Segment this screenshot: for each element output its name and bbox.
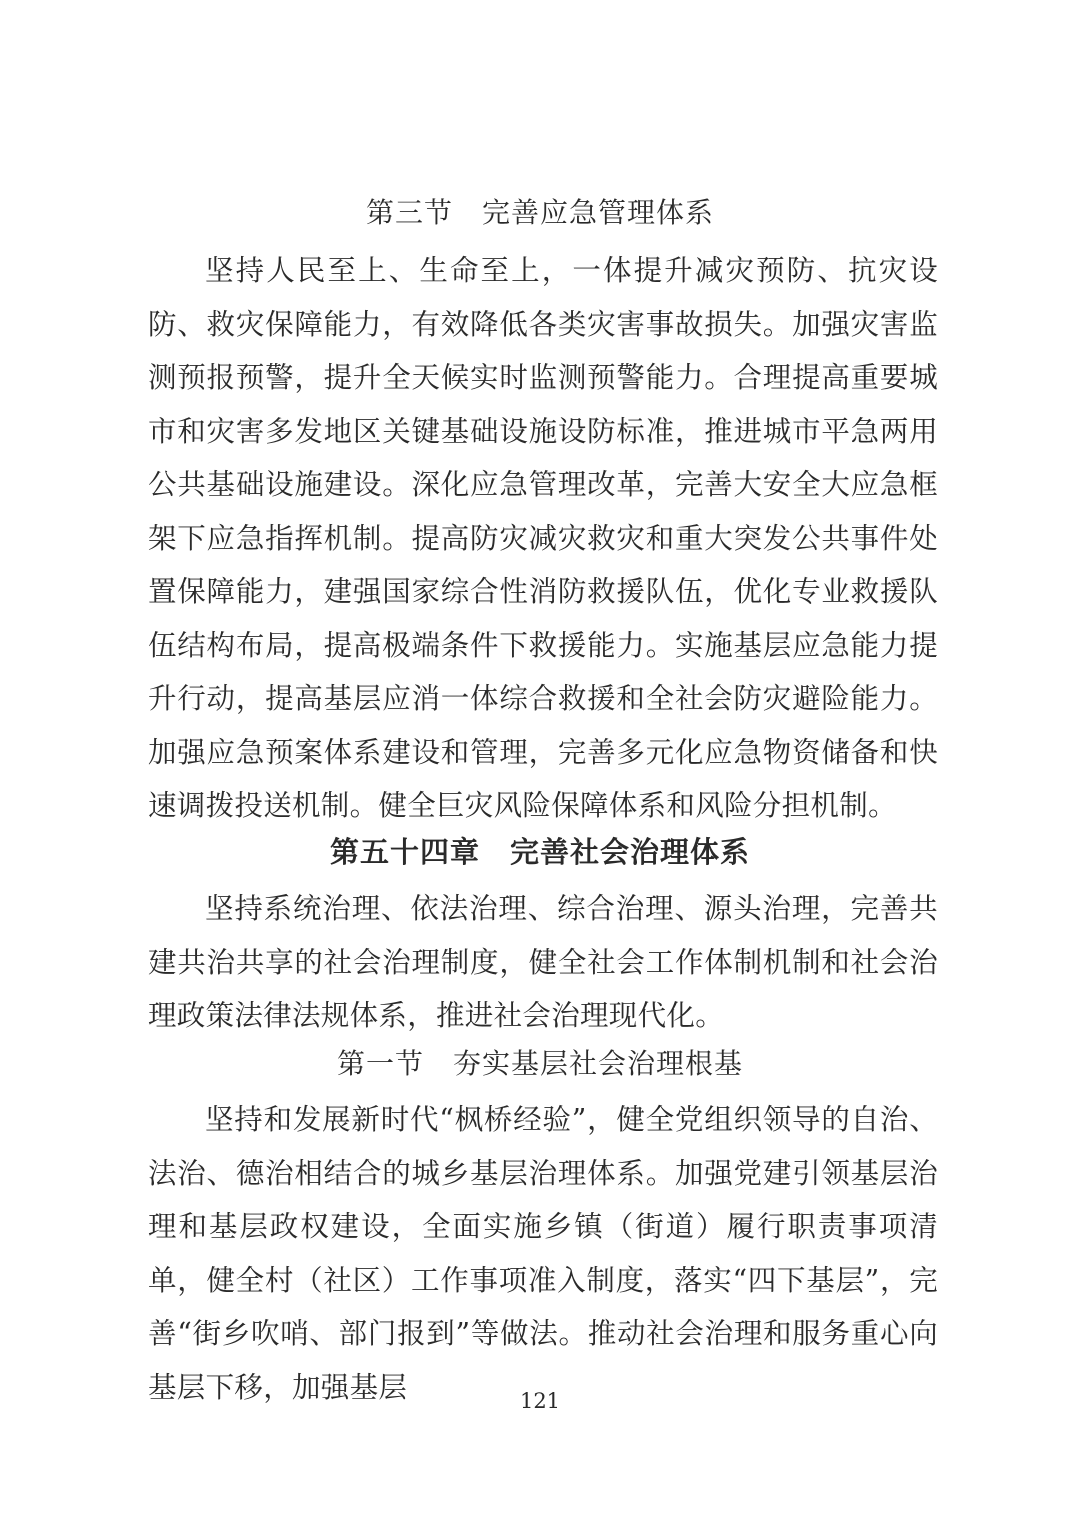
section-paragraph: 坚持人民至上、生命至上，一体提升减灾预防、抗灾设防、救灾保障能力，有效降低各类灾害事故损失。加强灾害监测预报预警，提升全天候实时监测预警能力。合理提高重要城市和灾害多发地区关键基础设施设防标准，推进城市平急两用公共基础设施建设。深化应急管理改革，完善大安全大应急框架下应急指挥机制。提高防灾减灾救灾和重大突发公共事件处置保障能力，建强国家综合性消防救援队伍，优化专业救援队伍结构布局，提高极端条件下救援能力。实施基层应急能力提升行动，提高基层应消一体综合救援和全社会防灾避险能力。加强应急预案体系建设和管理，完善多元化应急物资储备和快速调拨投送机制。健全巨灾风险保障体系和风险分担机制。 xyxy=(148,254,938,822)
page-number: 121 xyxy=(519,1389,561,1413)
section-paragraph: 坚持和发展新时代“枫桥经验”，健全党组织领导的自治、法治、德治相结合的城乡基层治理体系。加强党建引领基层治理和基层政权建设，全面实施乡镇（街道）履行职责事项清单，健全村（社区）工作事项准入制度，落实“四下基层”，完善“街乡吹哨、部门报到”等做法。推动社会治理和服务重心向基层下移，加强基层 xyxy=(148,1103,938,1404)
section-heading: 第三节 完善应急管理体系 xyxy=(365,196,714,229)
section-heading: 第一节 夯实基层社会治理根基 xyxy=(336,1047,743,1080)
chapter-heading: 第五十四章 完善社会治理体系 xyxy=(329,835,750,869)
chapter-paragraph: 坚持系统治理、依法治理、综合治理、源头治理，完善共建共治共享的社会治理制度，健全社会工作体制机制和社会治理政策法律法规体系，推进社会治理现代化。 xyxy=(148,892,938,1032)
